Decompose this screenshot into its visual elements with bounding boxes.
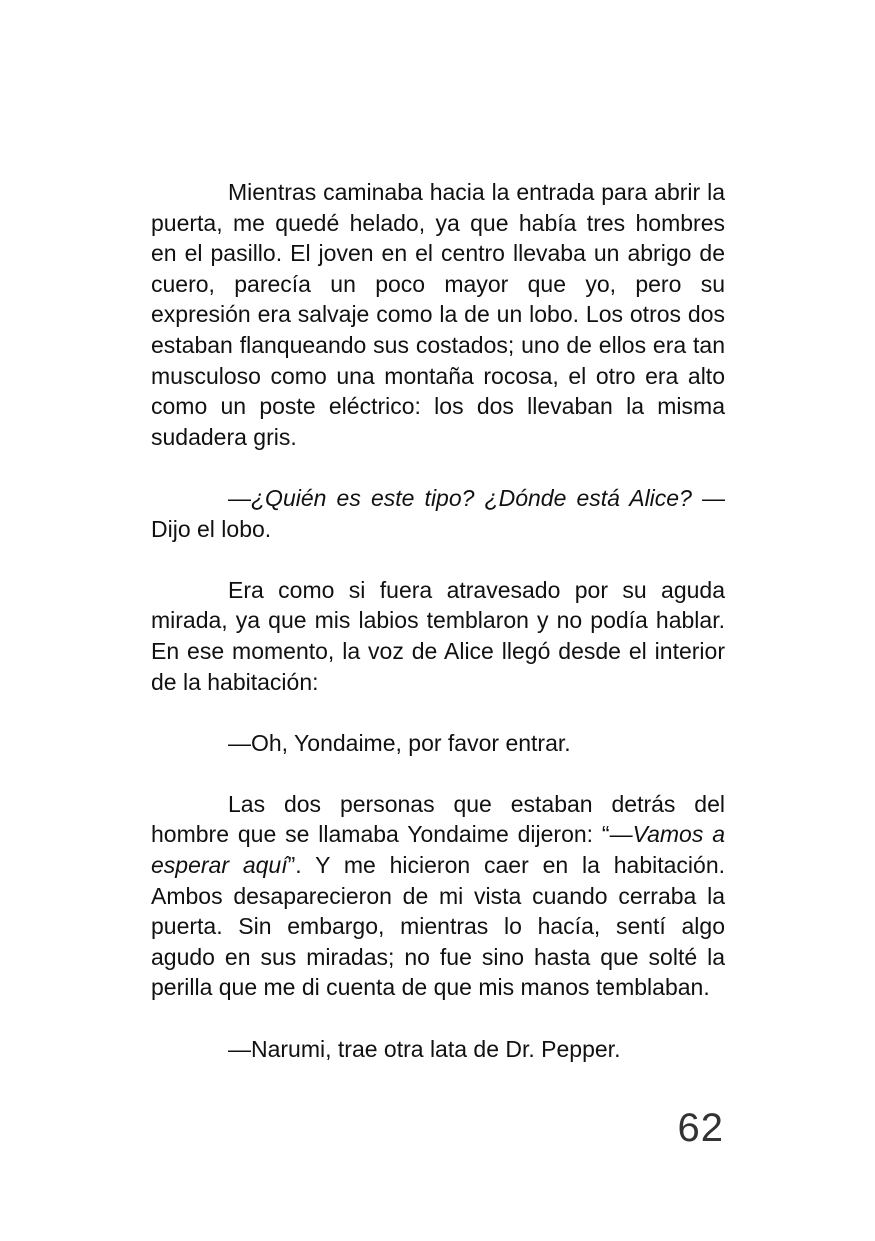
paragraph-6: —Narumi, trae otra lata de Dr. Pepper. [228, 1035, 621, 1062]
paragraph-4: —Oh, Yondaime, por favor entrar. [228, 729, 571, 756]
paragraph-2 [151, 483, 725, 544]
dialogue-dash: — [228, 484, 251, 511]
paragraph-3: Era como si fuera atravesado por su aguda mirada, ya que mis labios temblaron y no podía hablar. En ese momento, la voz de Alice llegó desde el interior de la habitación: [151, 576, 725, 695]
page-body [151, 177, 725, 1064]
dialogue-attribution: —Dijo el lobo. [151, 484, 725, 542]
paragraph-1: Mientras caminaba hacia la entrada para abrir la puerta, me quedé helado, ya que había tres hombres en el pasillo. El joven en el centro llevaba un abrigo de cuero, parecía un poco mayor que yo, pero su expresión era salvaje como la de un lobo. Los otros dos estaban flanqueando sus costados; uno de ellos era tan musculoso como una montaña rocosa, el otro era alto como un poste eléctrico: los dos llevaban la misma sudadera gris. [151, 179, 725, 450]
dialogue-italic: ¿Quién es este tipo? ¿Dónde está Alice? [251, 484, 692, 511]
paragraph-5-after: ”. Y me hicieron caer en la habitación. Ambos desaparecieron de mi vista cuando cerraba la puerta. Sin embargo, mientras lo hacía, sentí algo agudo en sus miradas; no fue sino hasta que solté la perilla que me di cuenta de que mis manos temblaban. [151, 852, 725, 1001]
page-number: 62 [677, 1106, 724, 1150]
paragraph-5-before: Las dos personas que estaban detrás del hombre que se llamaba Yondaime dijeron: “— [151, 790, 725, 848]
paragraph-5 [151, 789, 725, 1003]
paragraph-5-italic: Vamos a esperar aquí [151, 821, 725, 879]
